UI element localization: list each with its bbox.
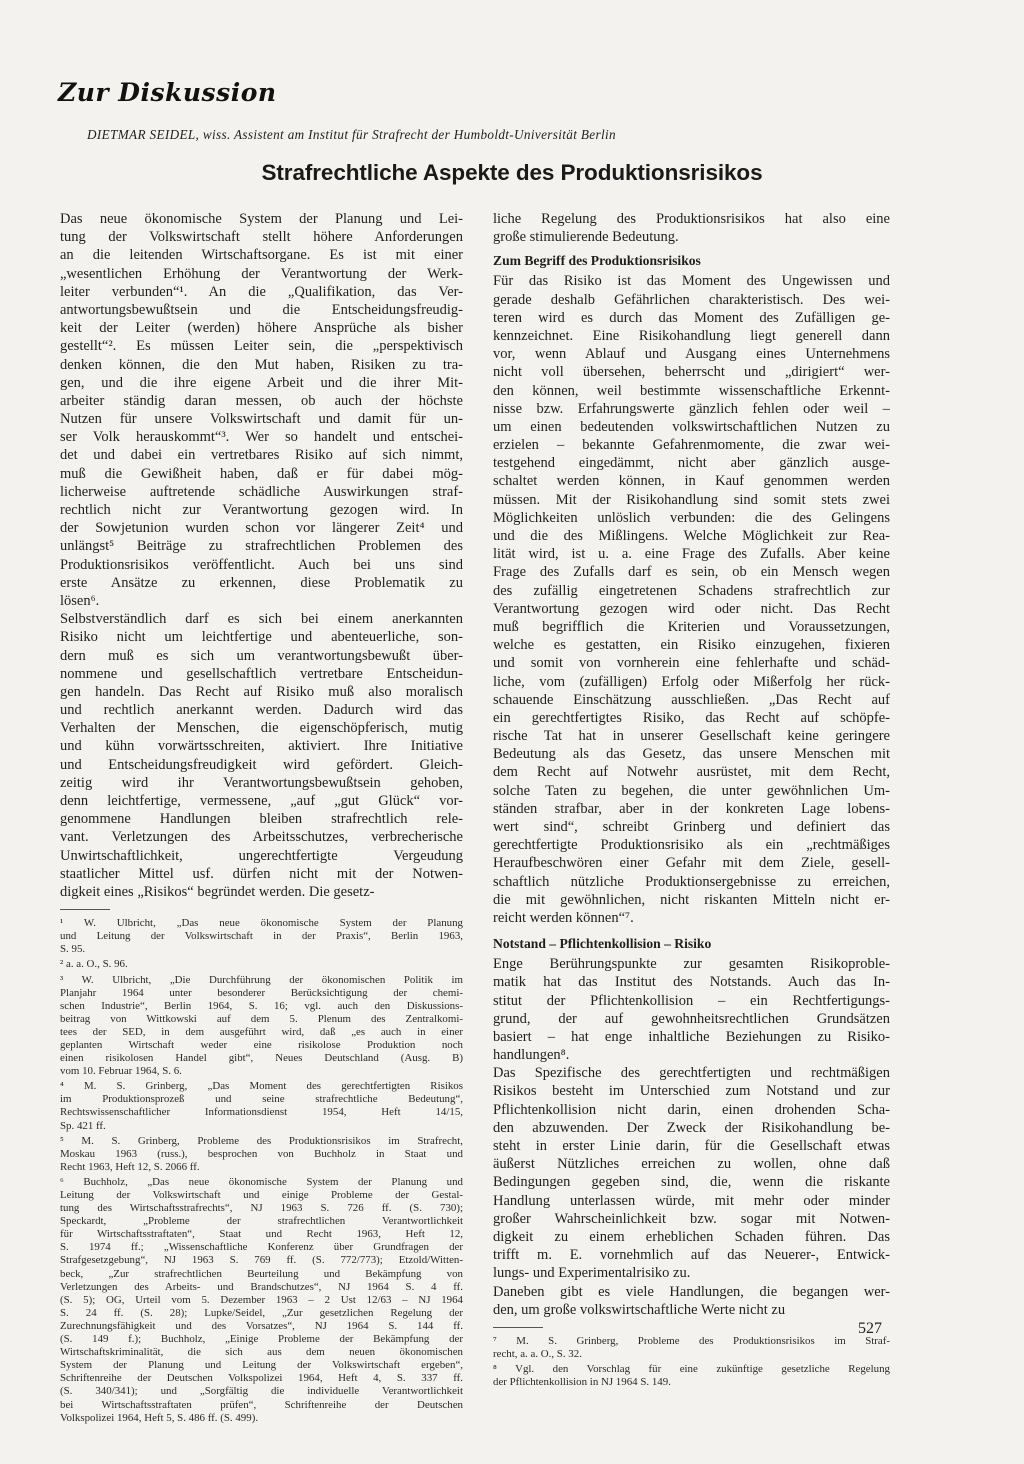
footnote-line: bei Wirtschaftsstraftaten prüfen“, Schriftenreihe der Deutschen: [60, 1398, 463, 1411]
footnote-line: S. 95.: [60, 943, 86, 956]
text-line: an die leitenden Wirtschaftsorgane. Es ist mit einer: [60, 247, 463, 264]
text-line: zeitig wird ihr Verantwortungsbewußtsein gehoben,: [60, 774, 463, 791]
footnote-line: Recht 1963, Heft 12, S. 2066 ff.: [60, 1160, 200, 1173]
text-line: nisse bzw. Erfahrungswerte gänzlich fehlen oder weil –: [493, 400, 890, 417]
footnote-line: tees der SED, in dem ausgeführt wird, daß „es auch in einer: [60, 1025, 463, 1038]
left-footnotes: [60, 917, 463, 1425]
footnote-divider: [493, 1327, 543, 1328]
footnote-line: System der Planung und Leitung der Volkswirtschaft ergeben“,: [60, 1359, 463, 1372]
text-line: schaltet werden können, in Kauf genommen werden: [493, 473, 890, 490]
text-line: „wesentlichen Erhöhung der Verantwortung der Werk-: [60, 265, 463, 282]
text-line: Das neue ökonomische System der Planung und Lei-: [60, 211, 463, 227]
footnote-line: tung des Wirtschaftsstrafrechts“, NJ 1963 S. 726 ff. (S. 730);: [60, 1202, 463, 1215]
text-line: solche Taten zu begehen, die unter gewöhnlichen Um-: [493, 782, 890, 799]
text-line: antwortungsbewußtsein und die Entscheidungsfreudig-: [60, 301, 463, 318]
footnote-line: ⁵ M. S. Grinberg, Probleme des Produktionsrisikos im Strafrecht,: [60, 1134, 463, 1147]
text-line: rechtlich nicht zur Verantwortung gezogen wird. In: [60, 502, 463, 518]
text-line: gerechtfertigte Produktionsrisiko als ein „rechtmäßiges: [493, 837, 890, 854]
text-line: Möglichkeiten unlöslich verbunden: die des Gelingens: [493, 509, 890, 526]
text-line: handlungen⁸.: [493, 1047, 570, 1064]
text-line: leiter verbunden“¹. An die „Qualifikation, das Ver-: [60, 283, 463, 300]
footnote-divider: [60, 909, 110, 910]
text-line: die mit gewöhnlichen, nicht riskanten Mitteln nicht er-: [493, 891, 890, 908]
text-line: und kühn vorwärtsschreiten, aktiviert. Ihre Initiative: [60, 738, 463, 755]
text-line: erste Ansätze zu erkennen, diese Problematik zu: [60, 574, 463, 591]
text-line: rische Tat hat in unserer Gesellschaft keine geringere: [493, 728, 890, 745]
text-line: vant. Verletzungen des Arbeitsschutzes, verbrecherische: [60, 829, 463, 846]
text-line: nommene und gesellschaftlich vertretbare Entscheidun-: [60, 665, 463, 682]
footnote-line: ⁴ M. S. Grinberg, „Das Moment des gerechtfertigten Risikos: [60, 1080, 463, 1093]
text-line: den können, weil bestimmte wissenschaftliche Erkennt-: [493, 382, 890, 399]
footnote-line: ¹ W. Ulbricht, „Das neue ökonomische System der Planung: [60, 917, 463, 930]
text-line: vor, wenn Ablauf und Ausgang eines Unternehmens: [493, 346, 890, 363]
footnote-line: Sp. 421 ff.: [60, 1119, 106, 1132]
footnote-line: Verletzungen des Arbeits- und Brandschutzes“, NJ 1964 S. 4 ff.: [60, 1280, 463, 1293]
text-line: reicht werden können“⁷.: [493, 909, 634, 926]
right-footnotes: [493, 1335, 890, 1389]
author-byline: DIETMAR SEIDEL, wiss. Assistent am Institut für Strafrecht der Humboldt-Universität Berlin: [87, 127, 616, 142]
text-line: schaftlich nützliche Produktionsergebnisse zu erreichen,: [493, 873, 890, 890]
text-line: und Entscheidungsfreudigkeit wird gefördert. Gleich-: [60, 756, 463, 773]
text-line: wert sind“, schreibt Grinberg und definiert das: [493, 819, 890, 835]
footnote-line: (S. 340/341); und „Sorgfältig die individuelle Verantwortlichkeit: [60, 1385, 463, 1398]
text-line: lösen⁶.: [60, 592, 100, 609]
footnote-line: recht, a. a. O., S. 32.: [493, 1347, 582, 1360]
section-heading-begriff: Zum Begriff des Produktionsrisikos: [493, 253, 701, 269]
text-line: erzielen – bekannte Gefahrenmomente, die zwar wei-: [493, 437, 890, 454]
rubric-heading: Zur Diskussion: [58, 78, 277, 107]
text-line: ständen strafbar, aber in der konkreten Lage lobens-: [493, 800, 890, 817]
text-line: testgehend eingedämmt, nicht aber gänzlich ausge-: [493, 455, 890, 472]
text-line: tung der Volkswirtschaft stellt höhere Anforderungen: [60, 229, 463, 246]
text-line: Verantwortung gezogen wird oder nicht. Das Recht: [493, 600, 890, 617]
text-line: kennzeichnet. Eine Risikohandlung liegt generell dann: [493, 327, 890, 344]
text-line: nicht voll übersehen, beherrscht und „dirigiert“ wer-: [493, 364, 890, 381]
footnote-line: Wirtschaftskriminalität, die sich aus dem neuen ökonomischen: [60, 1346, 463, 1359]
text-line: welche es gestatten, ein Risiko einzugehen, fixieren: [493, 637, 890, 654]
text-line: schauende Einschätzung ausschließen. „Das Recht auf: [493, 691, 890, 708]
text-line: äußerst Nützliches erreichen zu wollen, ohne daß: [493, 1156, 890, 1173]
text-line: staatlicher Mittel usf. dürfen nicht mit der Notwen-: [60, 865, 463, 882]
text-line: genommene Handlungen bleiben strafrechtlich rele-: [60, 811, 463, 828]
text-line: stitut der Pflichtenkollision – ein Rechtfertigungs-: [493, 992, 890, 1009]
article-title: Strafrechtliche Aspekte des Produktionsrisikos: [261, 160, 763, 185]
footnote-line: vom 10. Februar 1964, S. 6.: [60, 1065, 182, 1078]
footnote-line: ⁸ Vgl. den Vorschlag für eine zukünftige gesetzliche Regelung: [493, 1363, 890, 1376]
footnote-line: für Wirtschaftsstraftaten“, Staat und Recht 1963, Heft 12,: [60, 1228, 463, 1241]
text-line: den abzuwenden. Der Zweck der Risikohandlung be-: [493, 1119, 890, 1136]
footnote-line: geplanten Wirtschaft weder eine risikolose Produktion noch: [60, 1038, 463, 1051]
text-line: dem Recht auf Notwehr ausrüstet, mit dem Recht,: [493, 764, 890, 781]
text-line: den, um große volkswirtschaftliche Werte nicht zu: [493, 1301, 786, 1318]
text-line: Risiko nicht um leichtfertige und abenteuerliche, son-: [60, 629, 463, 646]
text-line: Selbstverständlich darf es sich bei einem anerkannten: [60, 611, 463, 628]
text-line: denn leichtfertige, vermessene, „auf „gut Glück“ vor-: [60, 793, 463, 809]
text-line: lität wird, ist u. a. eine Frage des Zufalls. Aber keine: [493, 546, 890, 563]
text-line: gen, und die ihre eigene Arbeit und die ihrer Mit-: [60, 374, 463, 391]
text-line: Risikos besteht im Unterschied zum Notstand und zur: [493, 1083, 890, 1100]
left-column: [60, 210, 463, 1425]
footnote-line: schen Industrie“, Berlin 1964, S. 16; vgl. auch den Diskussions-: [60, 999, 463, 1012]
footnote-line: S. 1974 ff.; „Wissenschaftliche Konferenz über Grundfragen der: [60, 1241, 463, 1254]
footnote-line: einen risikolosen Handel gibt“, Neues Deutschland (Ausg. B): [60, 1052, 463, 1065]
text-line: unlängst⁵ Beiträge zu strafrechtlichen Problemen des: [60, 538, 463, 555]
text-line: müssen. Mit der Risikohandlung sind somit stets zwei: [493, 491, 890, 508]
footnote-line: ³ W. Ulbricht, „Die Durchführung der ökonomischen Politik im: [60, 973, 463, 986]
text-line: dern muß es sich um verantwortungsbewußt über-: [60, 647, 463, 664]
text-line: des zufällig eingetretenen Schadens strafrechtlich zur: [493, 582, 890, 599]
text-line: digkeit zu einem erheblichen Schaden führen. Das: [493, 1228, 890, 1245]
footnote-line: ² a. a. O., S. 96.: [60, 958, 128, 971]
footnote-line: beck, „Zur strafrechtlichen Beurteilung und Bekämpfung von: [60, 1267, 463, 1280]
text-line: keit der Leiter (werden) höhere Ansprüche als bisher: [60, 320, 463, 337]
section-heading-notstand: Notstand – Pflichtenkollision – Risiko: [493, 936, 712, 952]
footnote-line: Speckardt, „Probleme der strafrechtlichen Verantwortlichkeit: [60, 1215, 463, 1228]
text-line: Frage des Zufalls darf es sein, ob ein Mensch wegen: [493, 564, 890, 581]
text-line: und rechtlich anerkannt werden. Dadurch wird das: [60, 702, 463, 719]
text-line: Unwirtschaftlichkeit, ungerechtfertigte Vergeudung: [60, 847, 463, 864]
footnote-line: S. 24 ff. (S. 28); Lupke/Seidel, „Zur gesetzlichen Regelung der: [60, 1306, 463, 1319]
footnote-line: und Leitung der Volkswirtschaft in der Praxis“, Berlin 1963,: [60, 930, 463, 943]
section-begriff-text: [493, 272, 890, 927]
footnote-line: beitrag von Wittkowski auf dem 5. Plenum des Zentralkomi-: [60, 1012, 463, 1025]
text-line: Enge Berührungspunkte zur gesamten Risikoproble-: [493, 956, 890, 973]
text-line: liche Regelung des Produktionsrisikos hat also eine: [493, 211, 890, 227]
text-line: und die des Mißlingens. Welche Möglichkeit zur Rea-: [493, 528, 890, 544]
text-line: Produktionsrisikos veröffentlicht. Auch bei uns sind: [60, 556, 463, 573]
text-line: Pflichtenkollision nicht darin, einen drohenden Scha-: [493, 1101, 890, 1118]
text-line: gen handeln. Das Recht auf Risiko muß also moralisch: [60, 683, 463, 700]
text-line: um einen bedeutenden volkswirtschaftlichen Nutzen zu: [493, 418, 890, 435]
text-line: große stimulierende Bedeutung.: [493, 229, 679, 246]
footnote-line: Rechtswissenschaftlicher Informationsdienst 1954, Heft 14/15,: [60, 1106, 463, 1119]
text-line: Bedeutung als das Gesetz, das unsere Menschen mit: [493, 746, 890, 763]
footnote-line: ⁷ M. S. Grinberg, Probleme des Produktionsrisikos im Straf-: [493, 1334, 890, 1347]
section-notstand-text: [493, 955, 890, 1319]
footnote-line: ⁶ Buchholz, „Das neue ökonomische System der Planung und: [60, 1175, 463, 1188]
text-line: Verhalten der Menschen, die eigenschöpferisch, mutig: [60, 720, 463, 737]
footnote-line: der Pflichtenkollision in NJ 1964 S. 149.: [493, 1376, 671, 1389]
text-line: gerade deshalb Gefährlichen charakteristisch. Des wei-: [493, 291, 890, 308]
text-line: basiert – hat enge inhaltliche Beziehungen zu Risiko-: [493, 1028, 890, 1045]
text-line: Handlung unterlassen würde, mit mehr oder minder: [493, 1192, 890, 1209]
text-line: Für das Risiko ist das Moment des Ungewissen und: [493, 273, 890, 290]
text-line: trifft m. E. vornehmlich auf das Neuerer-, Entwick-: [493, 1247, 890, 1264]
text-line: matik hat das Institut des Notstands. Auch das In-: [493, 974, 890, 991]
text-line: denken können, die den Mut haben, Risiken zu tra-: [60, 356, 463, 373]
left-body-text: [60, 210, 463, 901]
text-line: liche, vom (zufälligen) Erfolg oder Mißerfolg her rück-: [493, 673, 890, 690]
footnote-line: Schriftenreihe der Deutschen Volkspolizei 1964, Heft 4, S. 337 ff.: [60, 1372, 463, 1385]
text-line: arbeiter ständig daran messen, ob auch der höchste: [60, 392, 463, 409]
right-intro-text: [493, 210, 890, 246]
footnote-line: Volkspolizei 1964, Heft 5, S. 486 ff. (S. 499).: [60, 1411, 259, 1424]
text-line: Bedingungen gegeben sind, die, wenn die riskante: [493, 1174, 890, 1191]
text-line: det und dabei ein vertretbares Risiko auf sich nimmt,: [60, 447, 463, 464]
footnote-line: (S. 5); OG, Urteil vom 5. Dezember 1963 – 2 Ust 12/63 – NJ 1964: [60, 1293, 463, 1306]
footnote-line: im Produktionsprozeß und seine strafrechtliche Bedeutung“,: [60, 1093, 463, 1106]
text-line: ein gerechtfertigtes Risiko, das Recht auf schöpfe-: [493, 709, 890, 726]
right-column: [493, 210, 890, 1389]
text-line: grund, der auf gewohnheitsrechtlichen Grundsätzen: [493, 1010, 890, 1027]
text-line: muß begrifflich die Kriterien und Voraussetzungen,: [493, 618, 890, 635]
text-line: licherweise auftretende schädliche Auswirkungen straf-: [60, 483, 463, 500]
text-line: digkeit eines „Risikos“ begründet werden. Die gesetz-: [60, 883, 375, 900]
text-line: Heraufbeschwören einer Gefahr mit dem Ziele, gesell-: [493, 855, 890, 872]
text-line: gestellt“². Es müssen Leiter sein, die „perspektivisch: [60, 338, 463, 355]
text-line: lungs- und Experimentalrisiko zu.: [493, 1265, 691, 1282]
footnote-line: (S. 149 f.); Buchholz, „Einige Probleme der Bekämpfung der: [60, 1333, 463, 1346]
text-line: steht in erster Linie darin, für die Gesellschaft etwas: [493, 1138, 890, 1154]
text-line: muß die Gewißheit haben, daß er für dabei mög-: [60, 465, 463, 482]
page-number: 527: [858, 1320, 882, 1337]
footnote-line: Zurechnungsfähigkeit und des Vorsatzes“, NJ 1964 S. 144 ff.: [60, 1319, 463, 1332]
text-line: Daneben gibt es viele Handlungen, die begangen wer-: [493, 1283, 890, 1300]
text-line: großer Wahrscheinlichkeit bzw. sogar mit Notwen-: [493, 1210, 890, 1227]
text-line: der Sowjetunion wurden schon vor längerer Zeit⁴ und: [60, 520, 463, 537]
text-line: teren wird es durch das Moment des Zufälligen ge-: [493, 309, 890, 326]
footnote-line: Planjahr 1964 unter besonderer Berücksichtigung der chemi-: [60, 986, 463, 999]
footnote-line: Strafgesetzgebung“, NJ 1963 S. 769 ff. (S. 772/773); Etzold/Witten-: [60, 1254, 463, 1267]
text-line: ser Volk herauskommt“³. Wer so handelt und entschei-: [60, 429, 463, 446]
text-line: Das Spezifische des gerechtfertigten und rechtmäßigen: [493, 1065, 890, 1082]
text-line: Nutzen für unsere Volkswirtschaft und damit für un-: [60, 411, 463, 428]
footnote-line: Leitung der Volkswirtschaft und einige Probleme der Gestal-: [60, 1189, 463, 1201]
footnote-line: Moskau 1963 (russ.), besprochen von Buchholz in Staat und: [60, 1147, 463, 1160]
text-line: und somit von vornherein eine fehlerhafte und schäd-: [493, 655, 890, 672]
